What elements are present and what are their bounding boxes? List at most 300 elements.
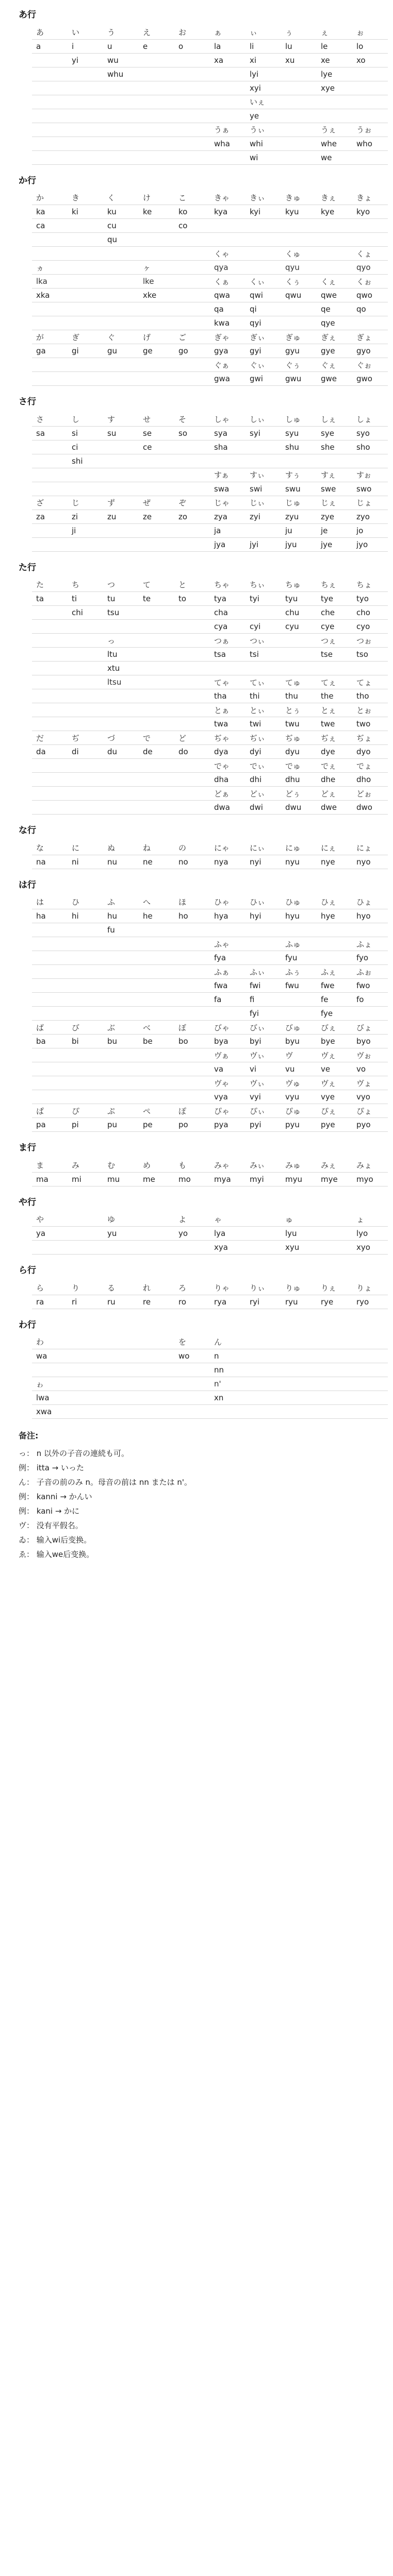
table-cell xyxy=(68,219,103,233)
table-cell: li xyxy=(245,39,281,53)
table-cell xyxy=(245,1363,281,1377)
table-cell xyxy=(32,620,68,634)
table-cell xyxy=(32,1241,68,1255)
kana-row xyxy=(32,261,388,275)
table-cell xyxy=(103,358,139,372)
table-cell: ri xyxy=(68,1295,103,1309)
table-cell xyxy=(245,606,281,620)
table-cell xyxy=(68,81,103,95)
table-cell: to xyxy=(174,592,210,606)
table-cell xyxy=(139,965,174,979)
table-cell: ju xyxy=(281,523,317,537)
table-cell xyxy=(32,675,68,689)
romaji-row xyxy=(32,440,388,454)
table-cell: びぇ xyxy=(317,1021,352,1035)
table-cell: てぇ xyxy=(317,675,352,689)
table-cell: ぶ xyxy=(103,1021,139,1035)
romaji-row xyxy=(32,689,388,703)
table-cell: lo xyxy=(352,39,388,53)
table-cell: xe xyxy=(317,53,352,67)
table-cell: ぢゅ xyxy=(281,731,317,745)
table-cell: も xyxy=(174,1158,210,1172)
table-cell xyxy=(317,923,352,937)
table-cell xyxy=(32,1090,68,1104)
table-cell xyxy=(103,261,139,275)
table-cell xyxy=(32,1048,68,1062)
note-line: ゐ： 输入wi后变换。 xyxy=(19,1535,92,1545)
table-cell: ma xyxy=(32,1172,68,1186)
table-cell: ぎゃ xyxy=(210,330,245,344)
table-cell xyxy=(32,109,68,123)
table-cell: ぢょ xyxy=(352,731,388,745)
table-cell: みぃ xyxy=(245,1158,281,1172)
table-cell: pu xyxy=(103,1118,139,1132)
table-cell xyxy=(139,923,174,937)
table-cell xyxy=(32,965,68,979)
table-cell: くぃ xyxy=(245,275,281,289)
table-cell: ぢ xyxy=(68,731,103,745)
table-cell xyxy=(103,123,139,137)
romaji-row xyxy=(32,1172,388,1186)
romaji-row xyxy=(32,482,388,496)
table-cell xyxy=(32,662,68,675)
notes-title: 备注: xyxy=(19,1431,39,1440)
table-cell xyxy=(281,1335,317,1349)
table-cell: xu xyxy=(281,53,317,67)
table-cell: みゅ xyxy=(281,1158,317,1172)
table-cell xyxy=(352,67,388,81)
table-cell: ba xyxy=(32,1035,68,1048)
table-cell xyxy=(139,662,174,675)
table-cell xyxy=(174,302,210,316)
table-cell: ふぇ xyxy=(317,965,352,979)
table-cell: す xyxy=(103,412,139,426)
table-cell xyxy=(103,801,139,815)
table-cell: ko xyxy=(174,205,210,219)
table-cell xyxy=(68,1062,103,1076)
table-cell: ヴぁ xyxy=(210,1048,245,1062)
table-cell: の xyxy=(174,841,210,855)
table-cell: swu xyxy=(281,482,317,496)
table-cell xyxy=(103,937,139,951)
table-cell: yo xyxy=(174,1227,210,1241)
table-cell: fwa xyxy=(210,979,245,993)
table-cell xyxy=(139,53,174,67)
table-cell: ぎ xyxy=(68,330,103,344)
table-cell xyxy=(32,53,68,67)
table-cell: xi xyxy=(245,53,281,67)
table-cell: cya xyxy=(210,620,245,634)
table-cell: りゅ xyxy=(281,1281,317,1295)
table-cell: mu xyxy=(103,1172,139,1186)
kana-row xyxy=(32,191,388,205)
table-cell xyxy=(210,923,245,937)
table-cell xyxy=(139,1048,174,1062)
table-cell xyxy=(174,717,210,731)
table-cell: ひょ xyxy=(352,895,388,909)
table-cell: ぉ xyxy=(352,25,388,39)
table-cell: ぼ xyxy=(174,1021,210,1035)
table-cell xyxy=(317,1213,352,1227)
table-cell xyxy=(32,979,68,993)
table-cell xyxy=(245,937,281,951)
table-cell: ぴ xyxy=(68,1104,103,1118)
table-cell xyxy=(174,1090,210,1104)
table-cell xyxy=(32,81,68,95)
table-cell: そ xyxy=(174,412,210,426)
table-cell: ta xyxy=(32,592,68,606)
table-cell: びょ xyxy=(352,1021,388,1035)
table-cell: ぐぉ xyxy=(352,358,388,372)
romaji-row xyxy=(32,219,388,233)
table-cell xyxy=(352,662,388,675)
table-cell xyxy=(174,1377,210,1391)
romaji-row xyxy=(32,1035,388,1048)
table-cell xyxy=(174,993,210,1007)
table-cell: ぎぃ xyxy=(245,330,281,344)
table-cell: ぞ xyxy=(174,496,210,510)
kana-table xyxy=(32,412,388,552)
romaji-row xyxy=(32,979,388,993)
table-cell: fwo xyxy=(352,979,388,993)
table-cell: とぃ xyxy=(245,703,281,717)
kana-row xyxy=(32,675,388,689)
table-cell xyxy=(174,1391,210,1405)
table-cell: la xyxy=(210,39,245,53)
table-cell: i xyxy=(68,39,103,53)
kana-row xyxy=(32,895,388,909)
table-cell: てゅ xyxy=(281,675,317,689)
table-cell xyxy=(245,247,281,261)
table-cell: who xyxy=(352,137,388,150)
table-cell xyxy=(68,1076,103,1090)
table-cell xyxy=(103,1391,139,1405)
table-cell xyxy=(281,648,317,662)
table-cell: ji xyxy=(68,523,103,537)
table-cell: hi xyxy=(68,909,103,923)
romaji-row xyxy=(32,1090,388,1104)
table-cell: くゅ xyxy=(281,247,317,261)
table-cell xyxy=(317,1227,352,1241)
table-cell: go xyxy=(174,344,210,358)
table-cell: くぇ xyxy=(317,275,352,289)
table-cell xyxy=(174,1076,210,1090)
table-cell: xwa xyxy=(32,1405,68,1419)
table-cell: te xyxy=(139,592,174,606)
romaji-row xyxy=(32,537,388,551)
kana-table xyxy=(32,1281,388,1309)
table-cell: whu xyxy=(103,67,139,81)
kana-table xyxy=(32,191,388,386)
table-cell xyxy=(281,233,317,247)
table-cell: ki xyxy=(68,205,103,219)
table-cell xyxy=(103,454,139,468)
table-cell xyxy=(281,137,317,150)
table-cell xyxy=(103,468,139,482)
romaji-row xyxy=(32,523,388,537)
table-cell: wa xyxy=(32,1349,68,1363)
table-cell: いぇ xyxy=(245,95,281,109)
table-cell: い xyxy=(68,25,103,39)
table-cell: ょ xyxy=(352,1213,388,1227)
note-line: 例： kanni → かんい xyxy=(19,1492,92,1501)
table-cell xyxy=(174,620,210,634)
table-cell: hyo xyxy=(352,909,388,923)
note-line: 例： itta → いった xyxy=(19,1463,84,1472)
table-cell: qi xyxy=(245,302,281,316)
table-cell xyxy=(103,689,139,703)
table-cell: てぃ xyxy=(245,675,281,689)
table-cell: どぉ xyxy=(352,787,388,801)
table-cell: qyi xyxy=(245,316,281,330)
table-cell xyxy=(32,454,68,468)
table-cell: gwo xyxy=(352,372,388,386)
table-cell: に xyxy=(68,841,103,855)
kana-row xyxy=(32,634,388,648)
table-cell: hyu xyxy=(281,909,317,923)
table-cell: swi xyxy=(245,482,281,496)
table-cell xyxy=(281,219,317,233)
kana-row xyxy=(32,468,388,482)
table-cell: くぉ xyxy=(352,275,388,289)
table-cell: re xyxy=(139,1295,174,1309)
table-cell: くぁ xyxy=(210,275,245,289)
table-cell: ば xyxy=(32,1021,68,1035)
romaji-row xyxy=(32,648,388,662)
table-cell xyxy=(68,773,103,787)
table-cell xyxy=(68,1391,103,1405)
table-cell xyxy=(68,468,103,482)
table-cell: ね xyxy=(139,841,174,855)
romaji-row xyxy=(32,137,388,150)
table-cell: ぬ xyxy=(103,841,139,855)
table-cell: ゎ xyxy=(32,1377,68,1391)
table-cell: so xyxy=(174,426,210,440)
kana-row xyxy=(32,787,388,801)
table-cell: yu xyxy=(103,1227,139,1241)
table-cell xyxy=(174,454,210,468)
kana-row xyxy=(32,578,388,592)
table-cell xyxy=(174,759,210,773)
table-cell xyxy=(317,109,352,123)
table-cell: lyu xyxy=(281,1227,317,1241)
note-line: っ： n 以外の子音の連続も可。 xyxy=(19,1449,129,1458)
romaji-row xyxy=(32,150,388,164)
table-cell: ちゃ xyxy=(210,578,245,592)
table-cell: てょ xyxy=(352,675,388,689)
table-cell: xyu xyxy=(281,1241,317,1255)
table-cell: さ xyxy=(32,412,68,426)
table-cell xyxy=(32,523,68,537)
kana-table xyxy=(32,25,388,165)
table-cell xyxy=(103,717,139,731)
table-cell: じゃ xyxy=(210,496,245,510)
table-cell: nu xyxy=(103,855,139,869)
table-cell: みょ xyxy=(352,1158,388,1172)
table-cell xyxy=(68,95,103,109)
table-cell xyxy=(32,372,68,386)
table-cell: gyi xyxy=(245,344,281,358)
table-cell xyxy=(103,316,139,330)
table-cell: whi xyxy=(245,137,281,150)
table-cell: vo xyxy=(352,1062,388,1076)
table-cell: a xyxy=(32,39,68,53)
table-cell xyxy=(210,233,245,247)
table-cell: にゃ xyxy=(210,841,245,855)
table-cell: どぇ xyxy=(317,787,352,801)
table-cell xyxy=(174,275,210,289)
table-cell xyxy=(103,1076,139,1090)
table-cell: っ xyxy=(103,634,139,648)
table-cell: vyi xyxy=(245,1090,281,1104)
table-cell: ぐぇ xyxy=(317,358,352,372)
table-cell xyxy=(174,123,210,137)
table-cell: ぐぅ xyxy=(281,358,317,372)
table-cell: みぇ xyxy=(317,1158,352,1172)
table-cell xyxy=(32,937,68,951)
table-cell: kyo xyxy=(352,205,388,219)
table-cell xyxy=(32,759,68,773)
romaji-row xyxy=(32,801,388,815)
table-cell: da xyxy=(32,745,68,759)
table-cell: gye xyxy=(317,344,352,358)
table-cell xyxy=(139,606,174,620)
table-cell xyxy=(32,703,68,717)
table-cell: xn xyxy=(210,1391,245,1405)
table-cell: ふょ xyxy=(352,937,388,951)
table-cell xyxy=(139,1076,174,1090)
table-cell xyxy=(103,1007,139,1021)
table-cell: づ xyxy=(103,731,139,745)
table-cell: ye xyxy=(245,109,281,123)
table-cell xyxy=(32,358,68,372)
section-title: わ行 xyxy=(19,1319,36,1330)
table-cell xyxy=(103,1377,139,1391)
table-cell xyxy=(352,81,388,95)
table-cell: fya xyxy=(210,951,245,965)
table-cell: dwo xyxy=(352,801,388,815)
table-cell: zye xyxy=(317,510,352,523)
table-cell: she xyxy=(317,440,352,454)
table-cell xyxy=(245,440,281,454)
table-cell: mye xyxy=(317,1172,352,1186)
table-cell: ni xyxy=(68,855,103,869)
table-cell: de xyxy=(139,745,174,759)
table-cell: pye xyxy=(317,1118,352,1132)
table-cell xyxy=(174,648,210,662)
table-cell: ryo xyxy=(352,1295,388,1309)
table-cell xyxy=(32,123,68,137)
table-cell: くぅ xyxy=(281,275,317,289)
table-cell xyxy=(245,233,281,247)
table-cell xyxy=(317,1349,352,1363)
table-cell xyxy=(174,468,210,482)
table-cell: dwu xyxy=(281,801,317,815)
table-cell: ぎぇ xyxy=(317,330,352,344)
table-cell xyxy=(103,275,139,289)
table-cell: sho xyxy=(352,440,388,454)
table-cell: にょ xyxy=(352,841,388,855)
table-cell xyxy=(139,150,174,164)
table-cell: tyi xyxy=(245,592,281,606)
table-cell: kwa xyxy=(210,316,245,330)
table-cell: zyo xyxy=(352,510,388,523)
table-cell xyxy=(68,1227,103,1241)
table-cell: うぇ xyxy=(317,123,352,137)
table-cell xyxy=(103,95,139,109)
table-cell xyxy=(139,1090,174,1104)
table-cell: qu xyxy=(103,233,139,247)
table-cell xyxy=(174,703,210,717)
romaji-row xyxy=(32,606,388,620)
romaji-row xyxy=(32,53,388,67)
table-cell: dya xyxy=(210,745,245,759)
table-cell: dyo xyxy=(352,745,388,759)
table-cell: u xyxy=(103,39,139,53)
table-cell xyxy=(174,440,210,454)
table-cell: xyo xyxy=(352,1241,388,1255)
table-cell: twu xyxy=(281,717,317,731)
section-title: や行 xyxy=(19,1197,36,1208)
kana-row xyxy=(32,841,388,855)
table-cell xyxy=(103,537,139,551)
table-cell: qwi xyxy=(245,289,281,302)
table-cell xyxy=(32,468,68,482)
table-cell: りゃ xyxy=(210,1281,245,1295)
table-cell: n' xyxy=(210,1377,245,1391)
table-cell xyxy=(103,1335,139,1349)
table-cell xyxy=(103,951,139,965)
table-cell: ぅ xyxy=(281,25,317,39)
table-cell: ま xyxy=(32,1158,68,1172)
table-cell xyxy=(68,109,103,123)
table-cell: qe xyxy=(317,302,352,316)
table-cell: ほ xyxy=(174,895,210,909)
table-cell xyxy=(352,454,388,468)
table-cell xyxy=(245,1241,281,1255)
table-cell xyxy=(68,302,103,316)
table-cell xyxy=(68,689,103,703)
table-cell: twi xyxy=(245,717,281,731)
table-cell: じぃ xyxy=(245,496,281,510)
table-cell: vya xyxy=(210,1090,245,1104)
table-cell xyxy=(210,219,245,233)
table-cell xyxy=(352,109,388,123)
table-cell: ぱ xyxy=(32,1104,68,1118)
table-cell: りぇ xyxy=(317,1281,352,1295)
table-cell: whe xyxy=(317,137,352,150)
table-cell: xo xyxy=(352,53,388,67)
table-cell xyxy=(68,1349,103,1363)
table-cell xyxy=(174,773,210,787)
table-cell: wo xyxy=(174,1349,210,1363)
kana-row xyxy=(32,731,388,745)
kana-table xyxy=(32,1213,388,1255)
table-cell: ぇ xyxy=(317,25,352,39)
table-cell: お xyxy=(174,25,210,39)
table-cell: が xyxy=(32,330,68,344)
table-cell: gyo xyxy=(352,344,388,358)
table-cell: dhe xyxy=(317,773,352,787)
table-cell: にぇ xyxy=(317,841,352,855)
table-cell: fo xyxy=(352,993,388,1007)
table-cell: でょ xyxy=(352,759,388,773)
table-cell: va xyxy=(210,1062,245,1076)
romaji-row xyxy=(32,67,388,81)
table-cell xyxy=(352,150,388,164)
romaji-row xyxy=(32,1391,388,1405)
table-cell: つぉ xyxy=(352,634,388,648)
